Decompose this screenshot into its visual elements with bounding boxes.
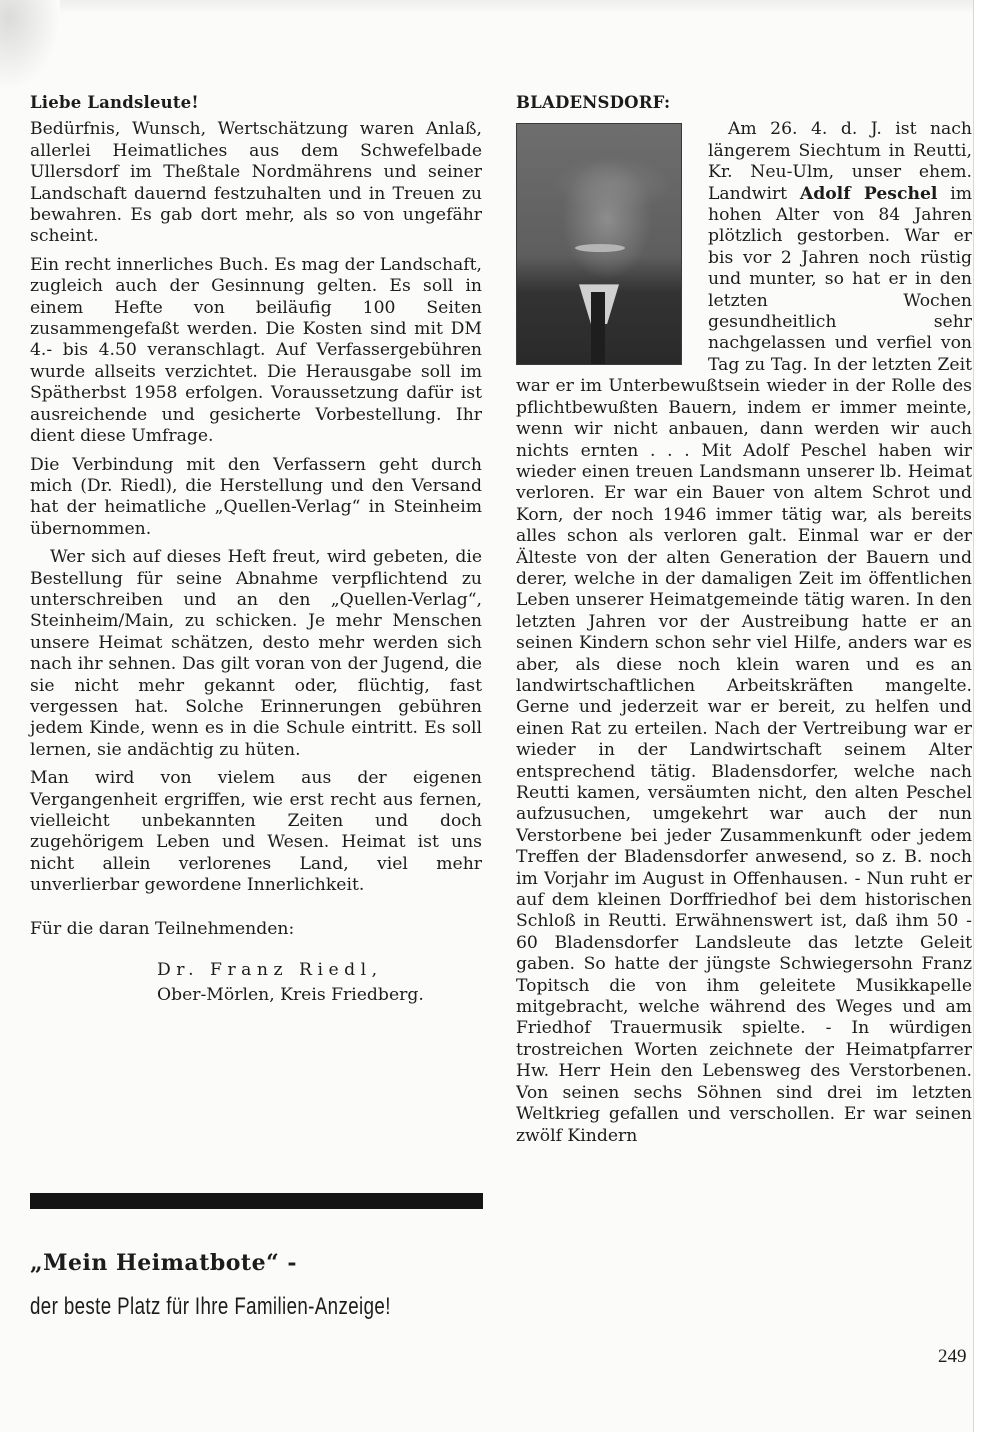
page-number: 249 [938,1346,967,1367]
photo-detail [575,244,625,252]
advertisement-subtitle: der beste Platz für Ihre Familien-Anzeige! [30,1293,391,1320]
scan-noise [60,0,1000,14]
advertisement-title: „Mein Heimatbote“ - [30,1250,298,1276]
left-column-letter [30,92,482,1007]
signature-place: Ober-Mörlen, Kreis Friedberg. [157,985,424,1006]
obituary-body: im hohen Alter von 84 Jahren plötzlich gestorben. War er bis vor 2 Jahren noch rüstig und munter, so hat er in den letzten Wochen gesundheitlich sehr nachgelassen und verfiel von Tag zu Tag. In der letzten Zeit war er im Unterbewußtsein wieder in der Rolle des pflichtbewußten Bauern, indem er immer meinte, wenn wir nicht anbauen, dann werden wir auch nichts ernten . . . Mit Adolf Peschel haben wir wieder einen treuen Landsmann unserer lb. Heimat verloren. Er war ein Bauer von altem Schrot und Korn, der noch 1946 immer tätig war, als bereits alles schon als verloren galt. Einmal war er der Älteste von der alten Generation der Bauern und derer, welche in der damaligen Zeit im öffentlichen Leben unserer Heimatgemeinde tätig waren. In den letzten Jahren vor der Austreibung hatte er an seinen Kindern schon sehr viel Hilfe, anders war es aber, als diese noch klein waren und es an landwirtschaftlichen Arbeitskräften mangelte. Gerne und jederzeit war er bereit, zu helfen und einen Rat zu erteilen. Nach der Vertreibung war er wieder in der Landwirtschaft seinem Alter entsprechend tätig. Bladensdorfer, welche nach Reutti kamen, versäumten nicht, den alten Peschel aufzusuchen, umgekehrt war auch der nun Verstorbene bei jeder Zusammenkunft oder jedem Treffen der Bladensdorfer anwesend, so z. B. noch im Vorjahr im August in Offenhausen. - Nun ruht er auf dem kleinen Dorffriedhof bei dem historischen Schloß in Reutti. Erwähnenswert ist, daß ihm 50 - 60 Bladensdorfer Landsleute das letzte Geleit gaben. So hatte der jüngste Schwiegersohn Franz Topitsch die von ihm geleitete Musikkapelle mitgebracht, welche während des Weges und am Friedhof Trauermusik spielte. - In würdigen trostreichen Worten zeichnete der Heimatpfarrer Hw. Herr Hein den Lebensweg des Verstorbenen. Von seinen sechs Söhnen sind drei im letzten Weltkrieg gefallen und verschollen. Er war seinen zwölf Kindern [516,183,972,1146]
obituary-lead: Am 26. 4. d. J. ist nach längerem Siechtum in Reutti, Kr. Neu-Ulm, unser ehem. Landwirt [708,119,972,204]
signature-intro: Für die daran Teilnehmenden: [30,918,295,939]
page-edge [973,0,1000,1432]
letter-paragraph: Wer sich auf dieses Heft freut, wird gebeten, die Bestellung für seine Abnahme verpflichtend zu unterschreiben und an den „Quellen-Verlag“, Steinheim/Main, zu schicken. Je mehr Menschen unsere Heimat schätzen, desto mehr werden sich nach ihr sehnen. Das gilt voran von der Jugend, die sie nicht mehr gekannt oder, flüchtig, fast vergessen hat. Solche Erinnerungen gebühren jedem Kinde, wenn es in die Schule eintritt. Es soll lernen, sie andächtig zu hüten. [30,547,482,760]
letter-paragraph: Die Verbindung mit den Verfassern geht durch mich (Dr. Riedl), die Herstellung und den Versand hat der heimatliche „Quellen-Verlag“ in Steinheim übernommen. [30,454,482,539]
scan-shadow [0,0,60,90]
divider-bar [30,1193,483,1209]
right-column-obituary [516,92,972,1147]
obituary-heading: BLADENSDORF: [516,93,671,112]
letter-paragraph: Man wird von vielem aus der eigenen Vergangenheit ergriffen, wie erst recht aus fernen, vielleicht unbekannten Zeiten und doch zugehörigem Leben und Wesen. Heimat ist uns nicht allein verlorenes Land, viel mehr unverlierbar gewordene Innerlichkeit. [30,768,482,896]
deceased-name: Adolf Peschel [799,183,938,204]
photo-detail [591,292,605,364]
letter-paragraph: Bedürfnis, Wunsch, Wertschätzung waren Anlaß, allerlei Heimatliches aus dem Schwefelbade Ullersdorf im Theßtale Nordmährens und seiner Landschaft dauernd festzuhalten und in Treuen zu bewahren. Es gab dort mehr, als so von ungefähr scheint. [30,119,482,247]
signature-name: Dr. Franz Riedl, [157,960,383,981]
letter-heading: Liebe Landsleute! [30,93,199,112]
letter-paragraph: Ein recht innerliches Buch. Es mag der Landschaft, zugleich auch der Gesinnung gelten. Es soll in einem Hefte von beiläufig 100 Seiten zusammengefaßt werden. Die Kosten sind mit DM 4.- bis 4.50 veranschlagt. Auf Verfassergebühren wurde allseits verzichtet. Die Herausgabe soll im Spätherbst 1958 erfolgen. Voraussetzung dafür ist ausreichende und gesicherte Vorbestellung. Ihr dient diese Umfrage. [30,254,482,447]
portrait-photo [516,123,682,365]
